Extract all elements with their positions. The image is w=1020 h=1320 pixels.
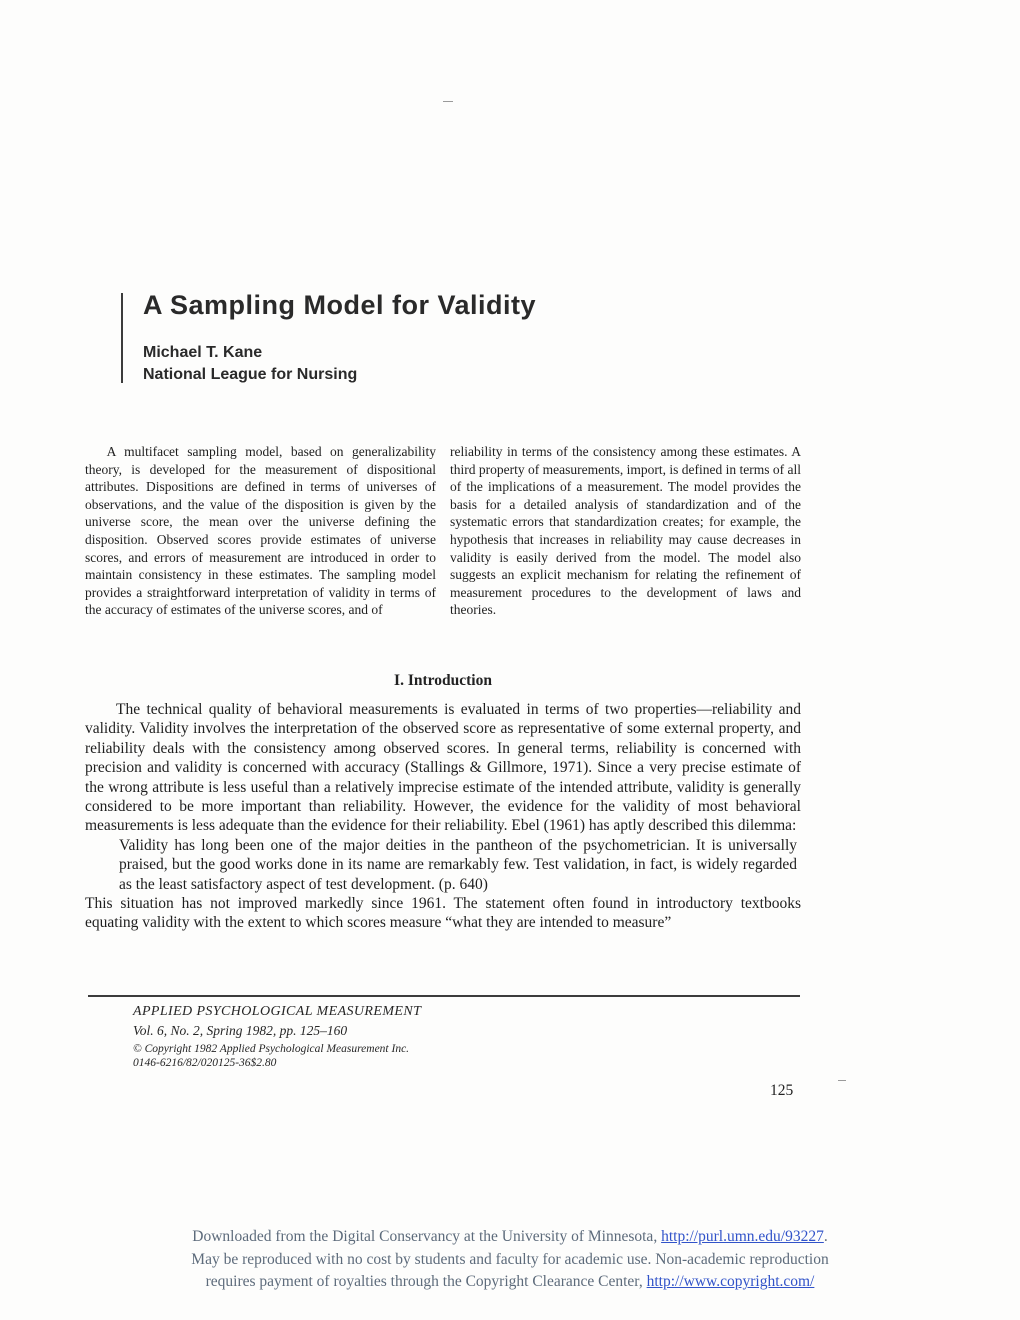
journal-code: 0146-6216/82/020125-36$2.80 bbox=[133, 1057, 277, 1069]
paper-title: A Sampling Model for Validity bbox=[143, 290, 537, 320]
notice-line1-text: Downloaded from the Digital Conservancy at the University of Minnesota, bbox=[192, 1228, 662, 1245]
scan-artifact bbox=[838, 1080, 846, 1081]
journal-name: APPLIED PSYCHOLOGICAL MEASUREMENT bbox=[133, 1004, 422, 1019]
abstract bbox=[85, 443, 801, 619]
purl-link[interactable]: http://purl.umn.edu/93227 bbox=[661, 1228, 824, 1245]
introduction-body bbox=[85, 700, 801, 933]
notice-line1-end: . bbox=[823, 1228, 828, 1245]
scan-artifact bbox=[443, 101, 453, 102]
notice-line2-text: May be reproduced with no cost by students and faculty for academic use. Non-academic reproduction bbox=[191, 1250, 829, 1268]
abstract-right-column: reliability in terms of the consistency among these estimates. A third property of measurements, import, is defined in terms of all of the implications of a measurement. The model provides the basis for a detailed analysis of standardization and of the systematic errors that standardization creates; for example, the hypothesis that increases in reliability may cause decreases in validity is easily derived from the model. The model also suggests an explicit mechanism for relating the refinement of measurement procedures to the development of laws and theories. bbox=[450, 444, 801, 618]
journal-copyright: © Copyright 1982 Applied Psychological Measurement Inc. bbox=[133, 1043, 410, 1055]
copyright-clearance-link[interactable]: http://www.copyright.com/ bbox=[646, 1273, 815, 1290]
footer-horizontal-rule bbox=[88, 995, 800, 997]
section-heading-introduction: I. Introduction bbox=[394, 672, 492, 689]
journal-issue: Vol. 6, No. 2, Spring 1982, pp. 125–160 bbox=[133, 1023, 348, 1038]
notice-line3-text: requires payment of royalties through the Copyright Clearance Center, bbox=[205, 1273, 647, 1290]
paper-author: Michael T. Kane bbox=[143, 344, 263, 361]
journal-citation-block bbox=[133, 1004, 421, 1069]
introduction-paragraph-1: The technical quality of behavioral measurements is evaluated in terms of two properties—reliability and validity. Validity involves the interpretation of the observed score as representative of some external property, and reliability deals with the consistency among observed scores. In general terms, reliability is concerned with precision and validity is concerned with accuracy (Stallings & Gillmore, 1971). Since a very precise estimate of the wrong attribute is less useful than a relatively imprecise estimate of the intended attribute, validity is generally considered to be more important than reliability. However, the evidence for the validity of most behavioral measurements is less adequate than the evidence for their reliability. Ebel (1961) has aptly described this dilemma: bbox=[85, 701, 801, 835]
page-number: 125 bbox=[770, 1082, 794, 1099]
ebel-block-quote: Validity has long been one of the major deities in the pantheon of the psychometrician. It is universally praised, but the good works done in its name are remarkably few. Test validation, in fact, is widely regarded as the least satisfactory aspect of test development. (p. 640) bbox=[119, 836, 797, 893]
title-block bbox=[143, 290, 536, 384]
title-vertical-rule bbox=[121, 293, 123, 383]
download-notice bbox=[60, 1226, 960, 1294]
introduction-paragraph-2: This situation has not improved markedly since 1961. The statement often found in introductory textbooks equating validity with the extent to which scores measure “what they are intended to measure” bbox=[85, 895, 801, 932]
paper-affiliation: National League for Nursing bbox=[143, 366, 358, 383]
abstract-left-column: A multifacet sampling model, based on generalizability theory, is developed for the measurement of dispositional attributes. Dispositions are defined in terms of universes of observations, and the value of the disposition is given by the universe score, the mean over the universe defining the disposition. Observed scores provide estimates of universe scores, and errors of measurement are introduced in order to maintain consistency in these estimates. The sampling model provides a straightforward interpretation of validity in terms of the accuracy of estimates of the universe scores, and of bbox=[85, 444, 436, 618]
